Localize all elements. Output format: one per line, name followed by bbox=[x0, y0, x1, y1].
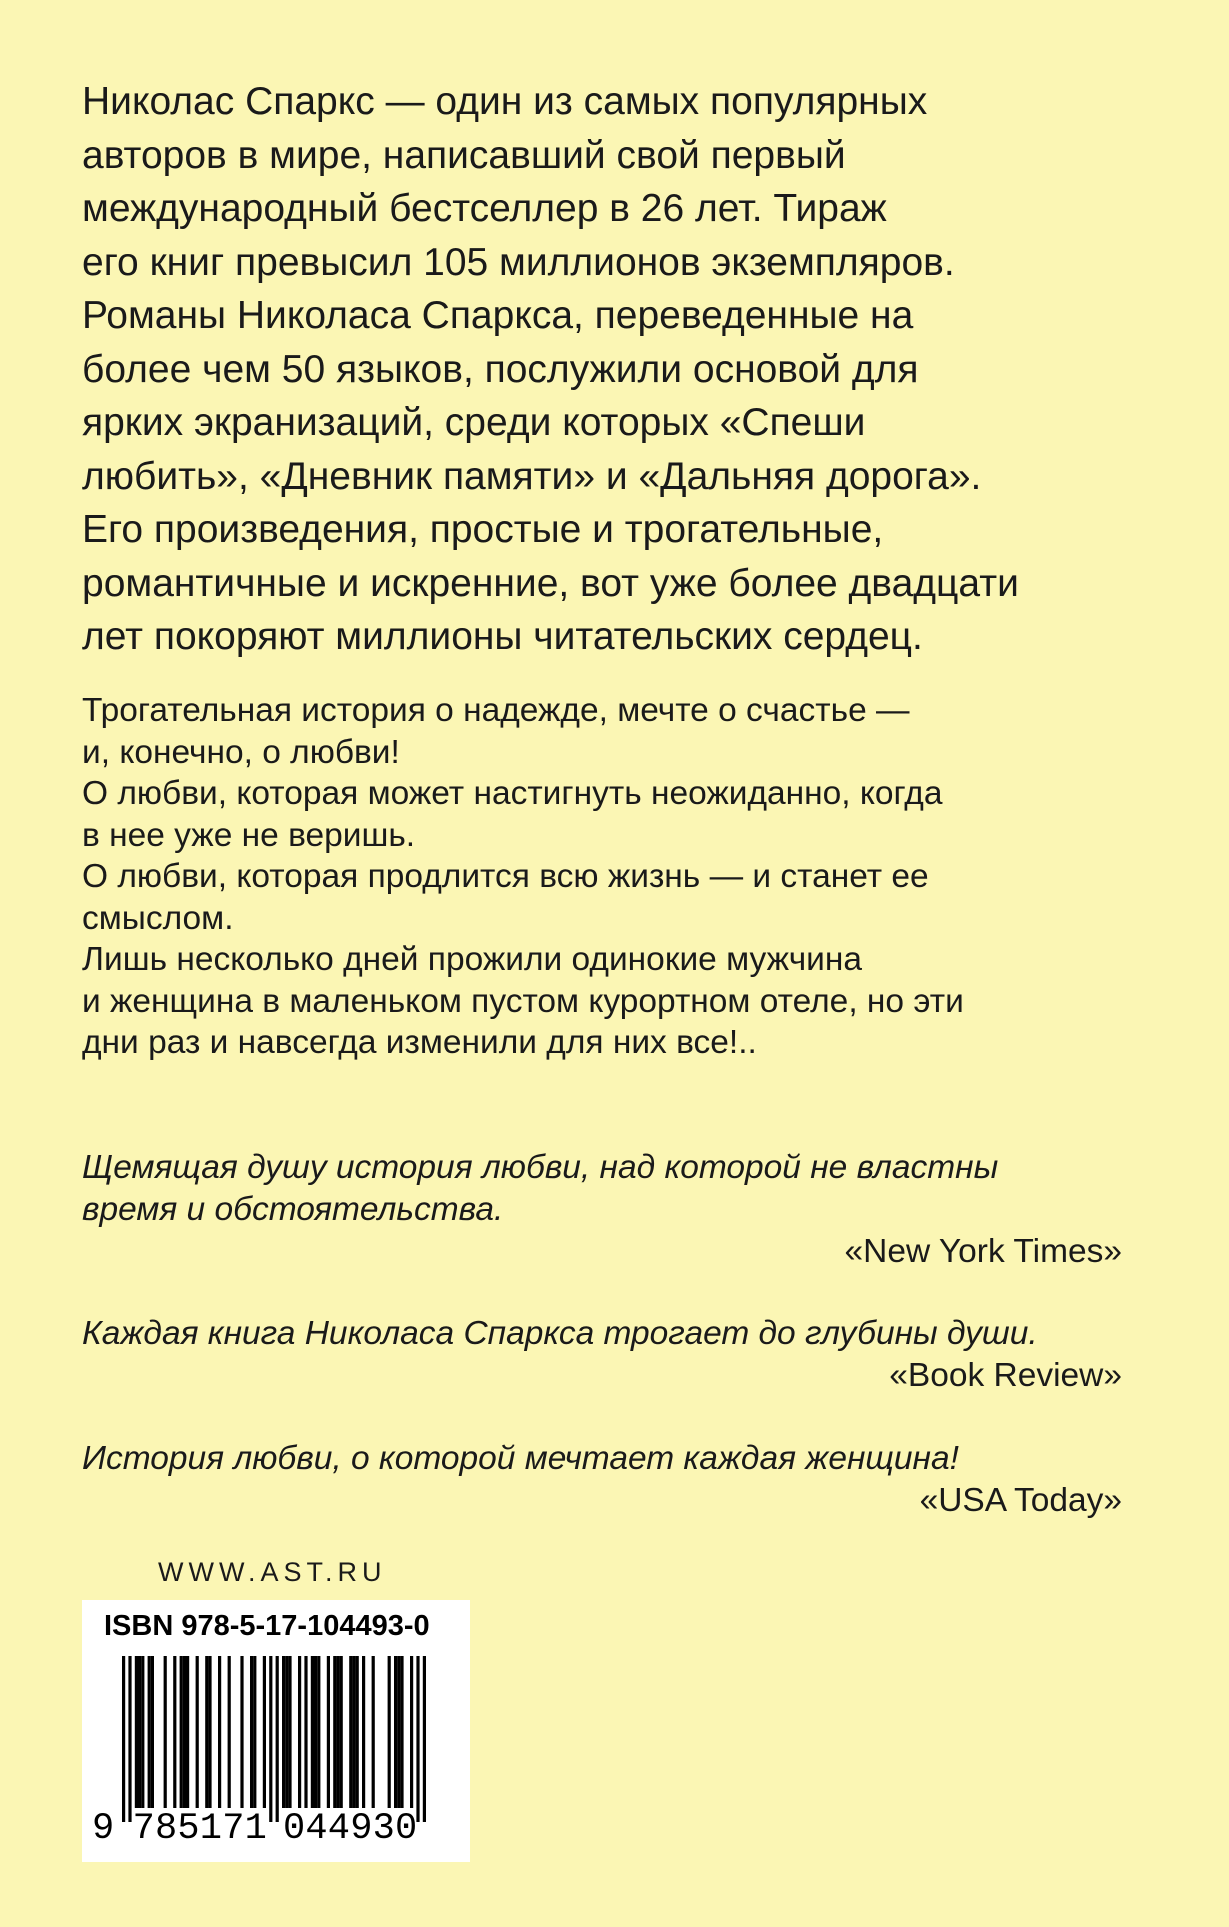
barcode-bar bbox=[311, 1656, 314, 1808]
barcode-digit: 3 bbox=[372, 1808, 395, 1850]
book-blurb-paragraph bbox=[82, 690, 1162, 1064]
barcode-bar bbox=[349, 1656, 352, 1808]
blurb-line: Трогательная история о надежде, мечте о счастье — bbox=[82, 692, 910, 729]
review-new-york-times bbox=[82, 1147, 1122, 1273]
review-source: «New York Times» bbox=[844, 1233, 1122, 1270]
barcode-bar bbox=[151, 1656, 154, 1808]
barcode-digit: 8 bbox=[155, 1808, 178, 1850]
barcode-bar bbox=[173, 1656, 176, 1808]
barcode-bar bbox=[362, 1656, 365, 1808]
blurb-line: О любви, которая продлится всю жизнь — и станет ее bbox=[82, 858, 929, 895]
about-line: авторов в мире, написавший свой первый bbox=[82, 133, 846, 177]
barcode-bar bbox=[304, 1656, 307, 1808]
barcode-bar bbox=[128, 1656, 131, 1822]
barcode-bar bbox=[250, 1656, 253, 1808]
barcode-bar bbox=[135, 1656, 138, 1808]
barcode-bar bbox=[340, 1656, 343, 1808]
barcode-bar bbox=[288, 1656, 291, 1808]
barcode-bar bbox=[372, 1656, 375, 1808]
about-line: его книг превысил 105 миллионов экземпляров. bbox=[82, 240, 955, 284]
about-line: Его произведения, простые и трогательные, bbox=[82, 508, 884, 551]
barcode-bar bbox=[183, 1656, 186, 1808]
barcode-bar bbox=[352, 1656, 355, 1808]
barcode-bar bbox=[410, 1656, 413, 1808]
barcode-bar bbox=[208, 1656, 211, 1808]
review-quote-line: Щемящая душу история любви, над которой не властны bbox=[82, 1149, 999, 1186]
barcode-bar bbox=[228, 1656, 231, 1808]
barcode-digits bbox=[82, 1808, 470, 1858]
barcode-bar bbox=[388, 1656, 391, 1808]
isbn-label: ISBN 978-5-17-104493-0 bbox=[104, 1610, 430, 1642]
blurb-line: О любви, которая может настигнуть неожиданно, когда bbox=[82, 775, 943, 812]
barcode-bar bbox=[148, 1656, 151, 1808]
barcode-bar bbox=[180, 1656, 183, 1808]
barcode-bar bbox=[356, 1656, 359, 1808]
blurb-line: и женщина в маленьком пустом курортном отеле, но эти bbox=[82, 982, 964, 1020]
barcode-digit: 5 bbox=[177, 1808, 200, 1850]
isbn-barcode bbox=[82, 1600, 470, 1862]
review-book-review bbox=[82, 1313, 1122, 1397]
barcode-bar bbox=[298, 1656, 301, 1808]
barcode-bar bbox=[253, 1656, 256, 1808]
barcode-bar bbox=[263, 1656, 266, 1808]
barcode-digit: 0 bbox=[395, 1808, 418, 1850]
review-quote-line: Каждая книга Николаса Спаркса трогает до глубины души. bbox=[82, 1315, 1038, 1352]
barcode-bar bbox=[423, 1656, 426, 1822]
barcode-bar bbox=[205, 1656, 208, 1808]
review-usa-today bbox=[82, 1438, 1122, 1522]
review-source: «Book Review» bbox=[889, 1357, 1122, 1394]
about-line: романтичные и искренние, вот уже более двадцати bbox=[82, 561, 1019, 605]
barcode-digit: 0 bbox=[283, 1808, 306, 1850]
barcode-bar bbox=[276, 1656, 279, 1822]
about-line: ярких экранизаций, среди которых «Спеши bbox=[82, 401, 866, 444]
barcode-bar bbox=[400, 1656, 403, 1808]
about-author-paragraph bbox=[82, 75, 1162, 664]
barcode-bar bbox=[327, 1656, 330, 1808]
barcode-bar bbox=[218, 1656, 221, 1808]
barcode-digit: 7 bbox=[222, 1808, 245, 1850]
barcode-bar bbox=[285, 1656, 288, 1808]
barcode-digit: 9 bbox=[350, 1808, 373, 1850]
barcode-bar bbox=[394, 1656, 397, 1808]
barcode-bar bbox=[240, 1656, 243, 1808]
blurb-line: Лишь несколько дней прожили одинокие мужчина bbox=[82, 941, 862, 978]
about-line: лет покоряют миллионы читательских сердец. bbox=[82, 615, 923, 658]
about-line: Романы Николаса Спаркса, переведенные на bbox=[82, 294, 914, 337]
barcode-bar bbox=[164, 1656, 167, 1808]
barcode-bar bbox=[416, 1656, 419, 1822]
barcode-digit: 9 bbox=[92, 1808, 115, 1850]
barcode-digit: 1 bbox=[199, 1808, 223, 1850]
about-line: международный бестселлер в 26 лет. Тираж bbox=[82, 187, 887, 230]
barcode-bar bbox=[122, 1656, 125, 1822]
about-line: более чем 50 языков, послужили основой для bbox=[82, 347, 919, 391]
barcode-bar bbox=[269, 1656, 272, 1822]
barcode-bar bbox=[317, 1656, 320, 1808]
blurb-line: в нее уже не веришь. bbox=[82, 816, 416, 854]
barcode-bar bbox=[141, 1656, 144, 1808]
barcode-bar bbox=[196, 1656, 199, 1808]
blurb-line: смыслом. bbox=[82, 899, 234, 937]
about-line: любить», «Дневник памяти» и «Дальняя дорога». bbox=[82, 454, 982, 498]
blurb-line: и, конечно, о любви! bbox=[82, 733, 400, 771]
barcode-bar bbox=[282, 1656, 285, 1808]
barcode-bar bbox=[138, 1656, 141, 1808]
barcode-bar bbox=[186, 1656, 189, 1808]
barcode-digit: 1 bbox=[244, 1808, 267, 1850]
barcode-digit: 4 bbox=[327, 1808, 351, 1850]
barcode-bar bbox=[336, 1656, 339, 1808]
barcode-bar bbox=[333, 1656, 336, 1808]
review-quote-line: время и обстоятельства. bbox=[82, 1191, 504, 1228]
barcode-bar bbox=[314, 1656, 317, 1808]
barcode-bar bbox=[397, 1656, 400, 1808]
blurb-line: дни раз и навсегда изменили для них все!.. bbox=[82, 1024, 757, 1061]
publisher-website: WWW.AST.RU bbox=[158, 1557, 387, 1587]
barcode-digit: 4 bbox=[305, 1808, 328, 1850]
review-quote-line: История любви, о которой мечтает каждая женщина! bbox=[82, 1440, 959, 1477]
about-line: Николас Спаркс — один из самых популярных bbox=[82, 80, 928, 123]
review-source: «USA Today» bbox=[919, 1482, 1122, 1519]
barcode-digit: 7 bbox=[132, 1808, 155, 1850]
